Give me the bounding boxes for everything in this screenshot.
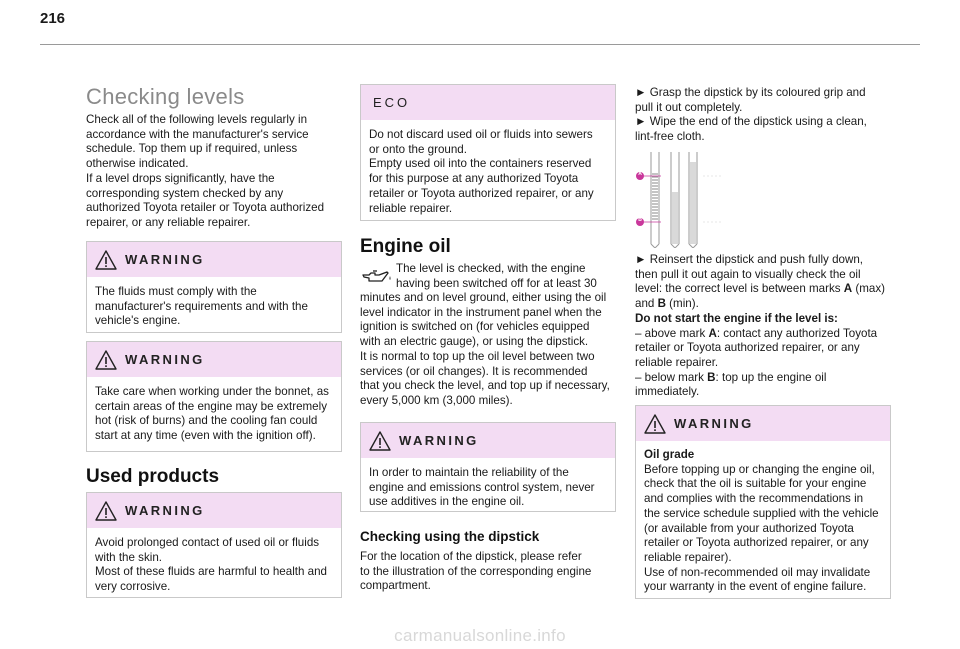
warning-triangle-icon bbox=[644, 414, 666, 434]
warning-body bbox=[636, 441, 890, 603]
warning-triangle-icon bbox=[95, 501, 117, 521]
oil-grade-subtitle: Oil grade bbox=[644, 448, 695, 461]
eco-header bbox=[361, 85, 615, 120]
page-number: 216 bbox=[40, 10, 66, 27]
above-text: : contact any authorized Toyota retailer or Toyota authorized repairer, or any reliable repairer. bbox=[635, 326, 878, 369]
no-start-heading: Do not start the engine if the level is: bbox=[635, 311, 838, 325]
dipstick-heading: Checking using the dipstick bbox=[360, 529, 540, 544]
warning-box-additives bbox=[360, 422, 616, 512]
dipstick-text: For the location of the dipstick, please refer to the illustration of the corresponding engine compartment. bbox=[360, 550, 592, 593]
mark-a-ref: A bbox=[708, 326, 717, 340]
warning-label: WARNING bbox=[125, 503, 205, 518]
below-text: – below mark bbox=[635, 370, 708, 384]
engine-oil-heading: Engine oil bbox=[360, 236, 451, 257]
warning-text: The fluids must comply with the manufacturer's requirements and with the vehicle's engine. bbox=[95, 285, 308, 328]
warning-header bbox=[87, 493, 341, 528]
warning-label: WARNING bbox=[674, 416, 754, 431]
mark-a-ref: A bbox=[843, 282, 853, 296]
warning-label: WARNING bbox=[125, 252, 205, 267]
step3-text: (min). bbox=[665, 297, 699, 311]
mark-a-label: A bbox=[638, 171, 642, 177]
warning-text: Avoid prolonged contact of used oil or fluids with the skin. Most of these fluids are harmful to health and very corrosive. bbox=[95, 536, 328, 594]
mark-b-label: B bbox=[638, 217, 642, 223]
engine-oil-text-first: The level is checked, with the engine having been switched off for at least 30 bbox=[396, 262, 597, 290]
warning-label: WARNING bbox=[399, 433, 479, 448]
eco-text: Do not discard used oil or fluids into sewers or onto the ground. Empty used oil into the containers reserved for this purpose at any authorized Toyota retailer or Toyota authorized repairer, or any reliable repairer. bbox=[369, 128, 594, 215]
warning-triangle-icon bbox=[95, 250, 117, 270]
intro-text: Check all of the following levels regularly in accordance with the manufacturer's service schedule. Top them up if required, unless otherwise indicated. If a level drops significantly, have the corresponding system checked by any authorized Toyota retailer or Toyota authorized repairer, or any reliable repairer. bbox=[86, 113, 325, 229]
steps-top-text: ► Grasp the dipstick by its coloured grip and pull it out completely. ► Wipe the end of the dipstick using a clean, lint-free cloth. bbox=[635, 86, 867, 144]
oil-can-icon bbox=[361, 268, 393, 288]
warning-header bbox=[361, 423, 615, 458]
warning-box-used-oil bbox=[86, 492, 342, 598]
eco-label: ECO bbox=[373, 95, 411, 110]
warning-text: Before topping up or changing the engine oil, check that the oil is suitable for your engine and complies with the recommendations in the service schedule supplied with the vehicle (or available from your authorized Toyota retailer or Toyota authorized repairer, or any reliable repairer). Use of non-recommended oil may invalidate your warranty in the event of engine failure. bbox=[644, 462, 879, 594]
warning-triangle-icon bbox=[369, 431, 391, 451]
above-text: – above mark bbox=[635, 326, 709, 340]
step3-text: (max) and bbox=[635, 282, 886, 311]
steps-bottom-text bbox=[635, 253, 905, 400]
step3-text: ► Reinsert the dipstick and push fully down, then pull it out again to visually check the oil level: the correct level is between marks bbox=[635, 253, 864, 296]
page-title: Checking levels bbox=[86, 84, 245, 109]
dipstick-illustration bbox=[633, 152, 723, 248]
warning-box-oil-grade bbox=[635, 405, 891, 599]
header-rule bbox=[40, 44, 920, 45]
used-products-heading: Used products bbox=[86, 466, 220, 487]
warning-header bbox=[87, 342, 341, 377]
warning-text: In order to maintain the reliability of the engine and emissions control system, never use additives in the engine oil. bbox=[369, 466, 595, 509]
eco-box bbox=[360, 84, 616, 221]
below-text: : top up the engine oil immediately. bbox=[635, 370, 827, 399]
mark-b-ref: B bbox=[707, 370, 716, 384]
mark-b-ref: B bbox=[657, 297, 666, 311]
watermark-footer: carmanualsonline.info bbox=[394, 626, 566, 645]
warning-box-bonnet bbox=[86, 341, 342, 452]
warning-header bbox=[636, 406, 890, 441]
warning-box-fluids bbox=[86, 241, 342, 333]
warning-header bbox=[87, 242, 341, 277]
warning-label: WARNING bbox=[125, 352, 205, 367]
engine-oil-text: minutes and on level ground, either using the oil level indicator in the instrument panel when the ignition is switched on (for vehicles equipped with an electric gauge), or using the dipstick. It is normal to top up the oil level between two services (or oil changes). It is recommended that you check the level, and top up if necessary, every 5,000 km (3,000 miles). bbox=[360, 291, 610, 407]
warning-triangle-icon bbox=[95, 350, 117, 370]
warning-text: Take care when working under the bonnet, as certain areas of the engine may be extremely hot (risk of burns) and the cooling fan could start at any time (even with the ignition off). bbox=[95, 385, 329, 443]
